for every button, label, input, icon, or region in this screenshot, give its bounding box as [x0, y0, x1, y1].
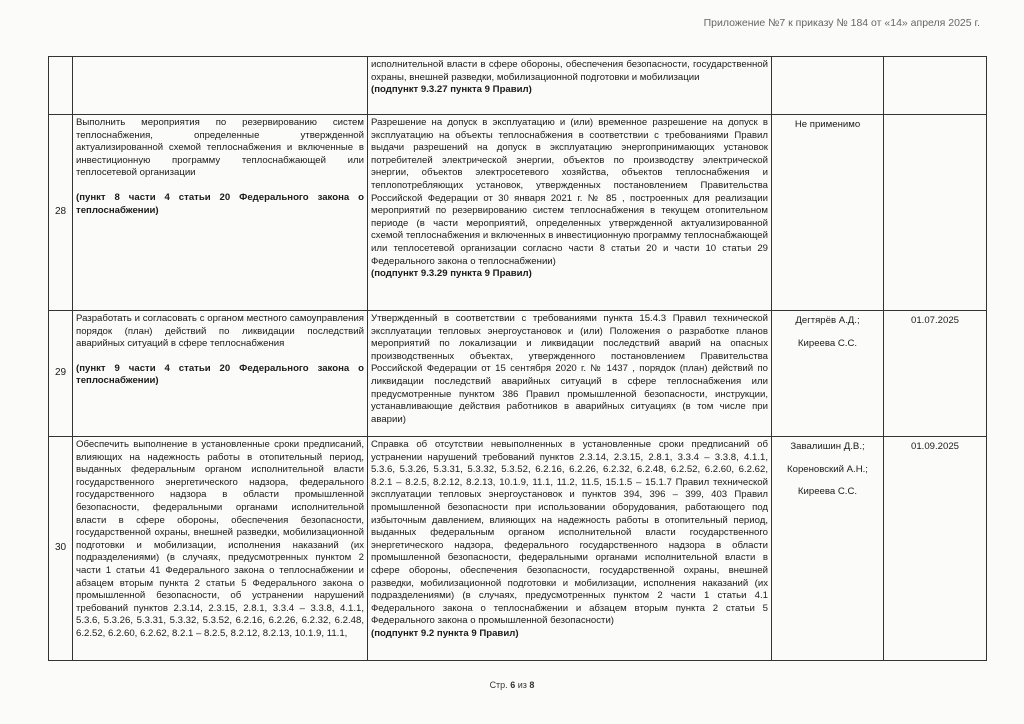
task-cell: [73, 57, 368, 115]
date-cell: [884, 115, 987, 311]
date-cell: [884, 437, 987, 661]
document-text: Справка об отсутствии невыполненных в установленные сроки предписаний об устранении нарушений требований пунктов 2.3.14, 2.3.15, 2.8.1, 3.3.4 – 3.3.8, 4.1.1, 5.3.6, 5.3.26, 5.3.31, 5.3.32, 5.3.52, 6.2.16, 6.2.26, 6.2.32, 6.2.48, 6.2.52, 6.2.60, 6.2.62, 8.2.1 – 8.2.5, 8.2.12, 8.2.13, 10.1.9, 11.1, 11.2, 11.5, 15.1.5 – 15.1.7 Правил технической эксплуатации тепловых энергоустановок и пунктов 394, 396 – 399, 403 Правил промышленной безопасности при использовании оборудования, работающего под избыточным давлением, влияющих на надежность работы в отопительный период, выданных федеральным органом исполнительной власти государственного энергетического надзора, федерального государственного надзора в области промышленной безопасности, федеральными органами исполнительной власти в сфере обороны, обеспечения безопасности, государственной охраны, внешней разведки, мобилизационной подготовки и мобилизации, исполнения наказаний (их подразделениями) (в случаях, предусмотренных пунктом 2 части 1 статьи 4.1 Федерального закона о теплоснабжении и абзацем вторым пункта 2 статьи 5 Федерального закона о промышленной безопасности): [371, 439, 768, 627]
page-separator: из: [517, 680, 527, 690]
responsible-cell: [772, 115, 884, 311]
document-text: исполнительной власти в сфере обороны, обеспечения безопасности, государственной охраны, внешней разведки, мобилизационной подготовки и мобилизации: [371, 59, 768, 83]
task-text: Выполнить мероприятия по резервированию систем теплоснабжения, определенные утвержденной актуализированной схемой теплоснабжения и включенные в инвестиционную программу теплоснабжающей или теплосетевой организации: [76, 117, 364, 179]
date-cell: [884, 57, 987, 115]
deadline-date: 01.09.2025: [910, 441, 959, 452]
task-text: Разработать и согласовать с органом местного самоуправления порядок (план) действий по ликвидации последствий аварийных ситуаций в сфере теплоснабжения: [76, 313, 364, 350]
document-text: Разрешение на допуск в эксплуатацию и (или) временное разрешение на допуск в эксплуатацию на объекты теплоснабжения в соответствии с требованиями Правил выдачи разрешений на допуск в эксплуатацию энергопринимающих установок потребителей электрической энергии, объектов по производству электрической энергии, объектов электросетевого хозяйства, объектов теплоснабжения и теплопотребляющих установок, утвержденных постановлением Правительства Российской Федерации от 30 января 2021 г. № 85 , построенных для реализации мероприятий по резервированию систем теплоснабжения в текущем отопительном периоде (в части мероприятий, определенных утвержденной актуализированной схемой теплоснабжения и включенных в инвестиционную программу теплоснабжающей или теплосетевой организации согласно части 8 статьи 20 и части 10 статьи 29 Федерального закона о теплоснабжении): [371, 117, 768, 267]
document-reference: (подпункт 9.3.27 пункта 9 Правил): [371, 84, 532, 96]
table-row: [49, 311, 987, 437]
page-label: Стр.: [489, 680, 508, 690]
document-cell: [368, 57, 772, 115]
page-footer: [0, 680, 1024, 690]
responsible-cell: [772, 437, 884, 661]
responsible-person: Завалишин Д.В.;: [790, 441, 865, 452]
document-cell: [368, 437, 772, 661]
document-reference: (подпункт 9.3.29 пункта 9 Правил): [371, 268, 532, 280]
responsible-cell: [772, 311, 884, 437]
document-cell: [368, 311, 772, 437]
row-number: 30: [49, 437, 73, 661]
task-reference: (пункт 9 части 4 статьи 20 Федерального закона о теплоснабжении): [76, 362, 364, 387]
responsible-person: Киреева С.С.: [797, 486, 858, 498]
task-text: Обеспечить выполнение в установленные сроки предписаний, влияющих на надежность работы в отопительный период, выданных федеральным органом исполнительной власти государственного энергетического надзора, федерального государственного надзора в области промышленной безопасности, федеральными органами исполнительной власти в сфере обороны, обеспечения безопасности, государственной охраны, внешней разведки, мобилизационной подготовки и мобилизации, исполнения наказаний (их подразделениями) (в случаях, предусмотренных пунктом 2 части 1 статьи 41 Федерального закона о теплоснабжении и абзацем вторым пункта 2 статьи 5 Федерального закона о промышленной безопасности, об устранении нарушений требований пунктов 2.3.14, 2.3.15, 2.8.1, 3.3.4 – 3.3.8, 4.1.1, 5.3.6, 5.3.26, 5.3.31, 5.3.32, 5.3.52, 6.2.16, 6.2.26, 6.2.32, 6.2.48, 6.2.52, 6.2.60, 6.2.62, 8.2.1 – 8.2.5, 8.2.12, 8.2.13, 10.1.9, 11.1,: [76, 439, 364, 639]
table-row: [49, 57, 987, 115]
deadline-date: 01.07.2025: [910, 315, 959, 326]
document-text: Утвержденный в соответствии с требованиями пункта 15.4.3 Правил технической эксплуатации тепловых энергоустановок и (или) Положения о разработке планов мероприятий по локализации и ликвидации последствий аварий на опасных производственных объектах, утвержденного постановлением Правительства Российской Федерации от 15 сентября 2020 г. № 1437 , порядок (план) действий по ликвидации последствий аварийных ситуаций в сфере теплоснабжения или предусмотренные пунктом 386 Правил промышленной безопасности, инструкции, устанавливающие действия работников в аварийных ситуациях (в том числе при аварии): [371, 313, 768, 425]
responsible-person: Кореновский А.Н.;: [787, 463, 868, 475]
date-cell: [884, 311, 987, 437]
row-number: 29: [49, 311, 73, 437]
task-reference: (пункт 8 части 4 статьи 20 Федерального закона о теплоснабжении): [76, 191, 364, 216]
row-number: [49, 57, 73, 115]
table-row: [49, 437, 987, 661]
requirements-table: [48, 56, 987, 661]
task-cell: [73, 437, 368, 661]
row-number: 28: [49, 115, 73, 311]
responsible-person: Киреева С.С.: [797, 337, 858, 349]
responsible-person: Не применимо: [794, 119, 861, 130]
responsible-cell: [772, 57, 884, 115]
document-reference: (подпункт 9.2 пункта 9 Правил): [371, 627, 519, 639]
task-cell: [73, 311, 368, 437]
document-cell: [368, 115, 772, 311]
appendix-header: Приложение №7 к приказу № 184 от «14» апреля 2025 г.: [703, 17, 980, 29]
table-row: [49, 115, 987, 311]
task-cell: [73, 115, 368, 311]
page-total: 8: [529, 680, 535, 690]
responsible-person: Дегтярёв А.Д.;: [795, 315, 860, 326]
page-current: 6: [510, 680, 516, 690]
